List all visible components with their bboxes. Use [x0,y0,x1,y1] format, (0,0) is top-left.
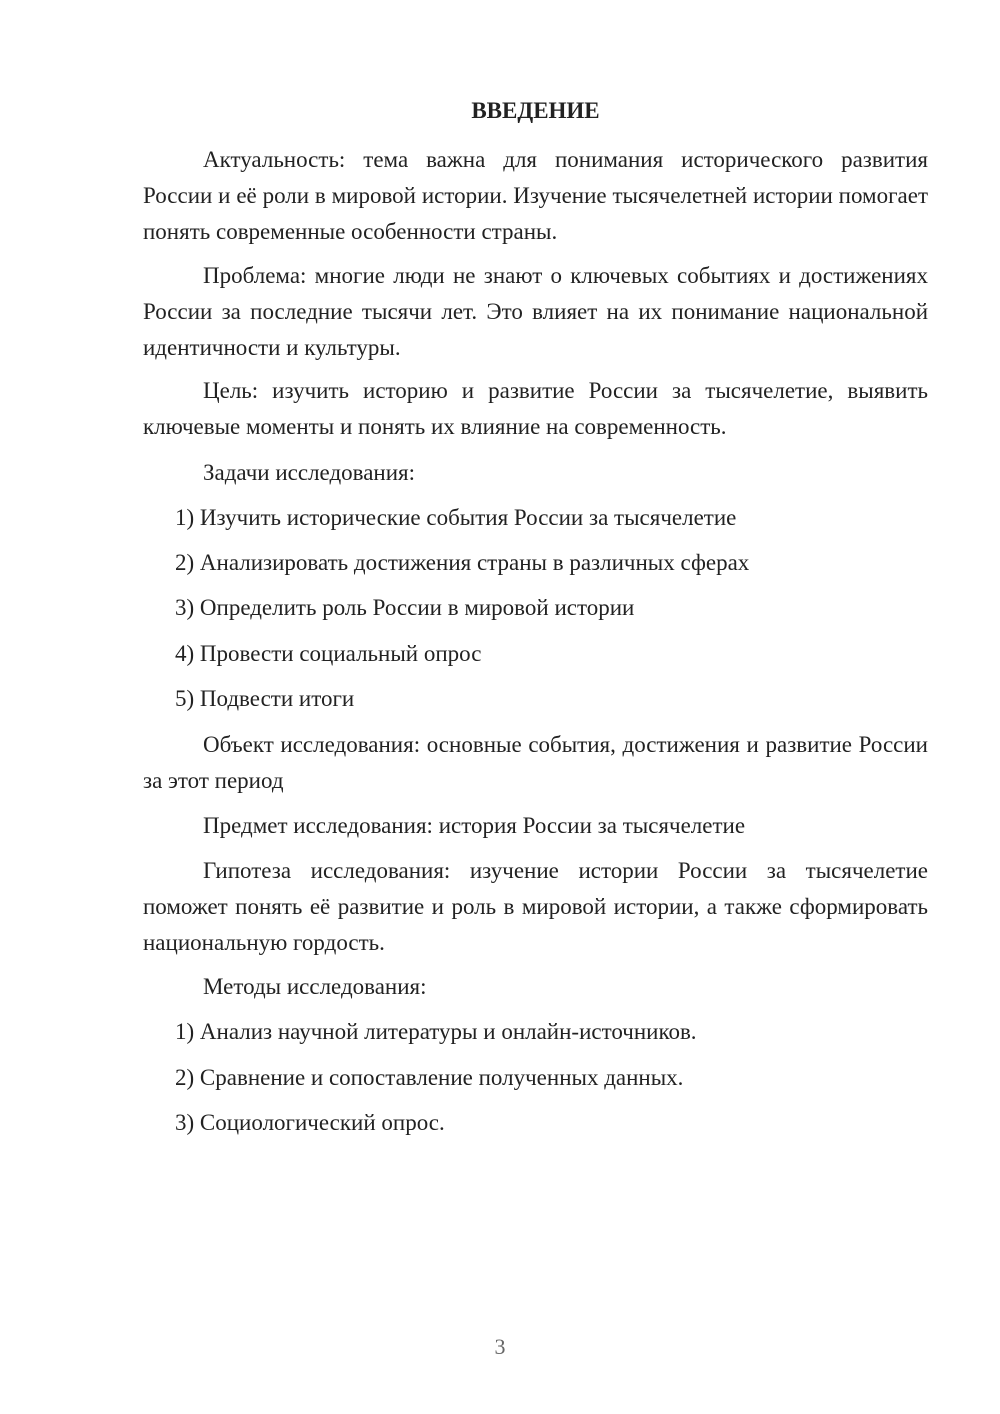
relevance-paragraph: Актуальность: тема важна для понимания исторического развития России и её роли в мировой истории. Изучение тысячелетней истории помогает понять современные особенности страны. [143,147,928,244]
task-item-1: 1) Изучить исторические события России за тысячелетие [175,505,737,530]
task-item-5: 5) Подвести итоги [175,686,355,711]
page-title: ВВЕДЕНИЕ [471,98,600,123]
method-item-2: 2) Сравнение и сопоставление полученных данных. [175,1065,684,1090]
tasks-heading: Задачи исследования: [203,460,416,485]
method-item-1: 1) Анализ научной литературы и онлайн-источников. [175,1019,697,1044]
hypothesis-paragraph: Гипотеза исследования: изучение истории России за тысячелетие поможет понять её развитие и роль в мировой истории, а также сформировать национальную гордость. [143,858,928,955]
goal-paragraph: Цель: изучить историю и развитие России за тысячелетие, выявить ключевые моменты и понять их влияние на современность. [143,378,928,439]
task-item-2: 2) Анализировать достижения страны в различных сферах [175,550,750,575]
task-item-4: 4) Провести социальный опрос [175,641,482,666]
task-item-3: 3) Определить роль России в мировой истории [175,595,635,620]
page-number: 3 [494,1334,506,1359]
problem-paragraph: Проблема: многие люди не знают о ключевых событиях и достижениях России за последние тысячи лет. Это влияет на их понимание национальной идентичности и культуры. [143,263,928,360]
subject-line: Предмет исследования: история России за тысячелетие [203,813,746,838]
object-paragraph: Объект исследования: основные события, достижения и развитие России за этот период [143,732,928,793]
methods-heading: Методы исследования: [203,974,427,999]
method-item-3: 3) Социологический опрос. [175,1110,445,1135]
